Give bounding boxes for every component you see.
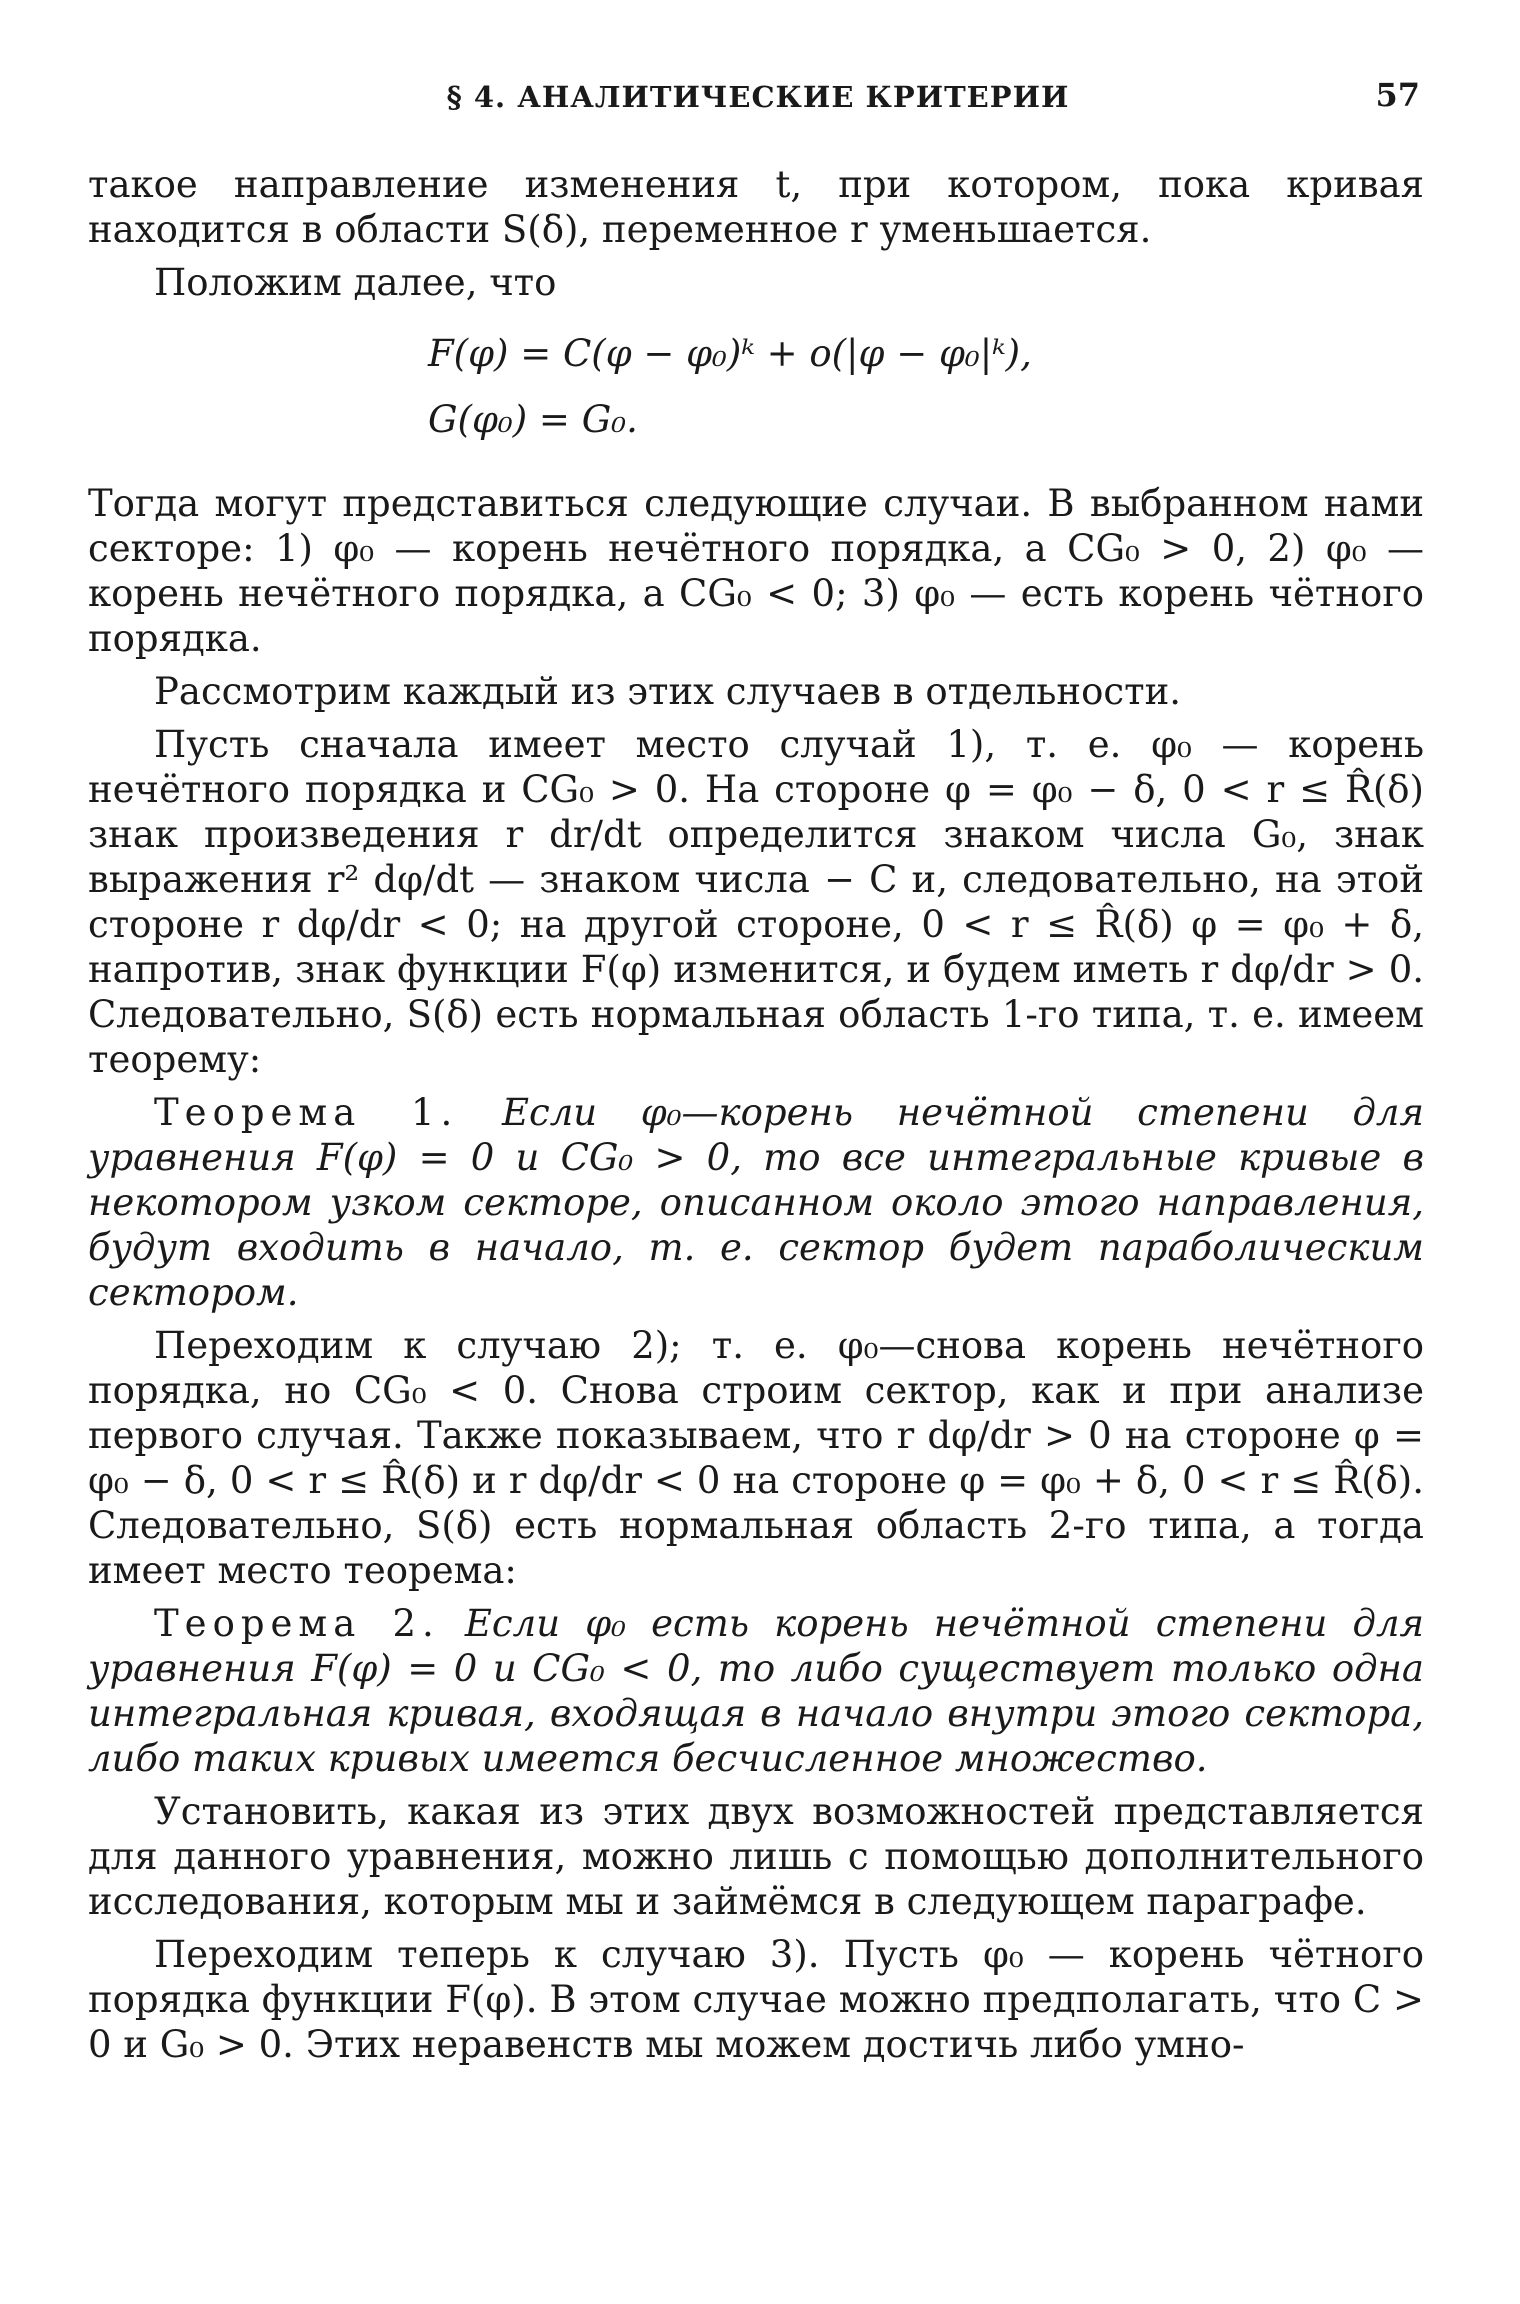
theorem-1-label: Теорема 1. [154, 1091, 459, 1134]
theorem-2-label: Теорема 2. [154, 1602, 440, 1645]
formula-f: F(φ) = C(φ − φ₀)ᵏ + o(|φ − φ₀|ᵏ), [428, 332, 1032, 375]
section-title: § 4. АНАЛИТИЧЕСКИЕ КРИТЕРИИ [446, 80, 1070, 114]
running-header [88, 76, 1428, 124]
paragraph-assume: Положим далее, что [154, 261, 557, 304]
theorem-2 [88, 1601, 1424, 1781]
paragraph-continuation: такое направление изменения t, при котором, пока кривая находится в области S(δ), переменное r уменьшается. [88, 163, 1424, 251]
paragraph-consider: Рассмотрим каждый из этих случаев в отдельности. [154, 670, 1181, 713]
page-number: 57 [1375, 76, 1420, 114]
paragraph-establish: Установить, какая из этих двух возможностей представляется для данного уравнения, можно лишь с помощью дополнительного исследования, которым мы и займёмся в следующем параграфе. [88, 1790, 1424, 1923]
paragraph-case-3: Переходим теперь к случаю 3). Пусть φ₀ — корень чётного порядка функции F(φ). В этом случае можно предполагать, что C > 0 и G₀ > 0. Этих неравенств мы можем достичь либо умно- [88, 1933, 1424, 2066]
paragraph-cases: Тогда могут представиться следующие случаи. В выбранном нами секторе: 1) φ₀ — корень нечётного порядка, а CG₀ > 0, 2) φ₀ — корень нечётного порядка, а CG₀ < 0; 3) φ₀ — есть корень чётного порядка. [88, 482, 1424, 660]
paragraph-case-1: Пусть сначала имеет место случай 1), т. е. φ₀ — корень нечётного порядка и CG₀ > 0. На стороне φ = φ₀ − δ, 0 < r ≤ R̂(δ) знак произведения r dr/dt определится знаком числа G₀, знак выражения r² dφ/dt — знаком числа − C и, следовательно, на этой стороне r dφ/dr < 0; на другой стороне, 0 < r ≤ R̂(δ) φ = φ₀ + δ, напротив, знак функции F(φ) изменится, и будем иметь r dφ/dr > 0. Следовательно, S(δ) есть нормальная область 1-го типа, т. е. имеем теорему: [88, 723, 1424, 1081]
formula-g: G(φ₀) = G₀. [428, 398, 638, 441]
theorem-1-text: Если φ₀—корень нечётной степени для уравнения F(φ) = 0 и CG₀ > 0, то все интегральные кривые в некотором узком секторе, описанном около этого направления, будут входить в начало, т. е. сектор будет параболическим сектором. [88, 1091, 1424, 1314]
page-body [88, 162, 1424, 2075]
paragraph-case-2: Переходим к случаю 2); т. е. φ₀—снова корень нечётного порядка, но CG₀ < 0. Снова строим сектор, как и при анализе первого случая. Также показываем, что r dφ/dr > 0 на стороне φ = φ₀ − δ, 0 < r ≤ R̂(δ) и r dφ/dr < 0 на стороне φ = φ₀ + δ, 0 < r ≤ R̂(δ). Следовательно, S(δ) есть нормальная область 2-го типа, а тогда имеет место теорема: [88, 1324, 1424, 1592]
theorem-1 [88, 1090, 1424, 1315]
theorem-2-text: Если φ₀ есть корень нечётной степени для уравнения F(φ) = 0 и CG₀ < 0, то либо существует только одна интегральная кривая, входящая в начало внутри этого сектора, либо таких кривых имеется бесчисленное множество. [88, 1602, 1424, 1780]
formula-block [88, 321, 1424, 453]
